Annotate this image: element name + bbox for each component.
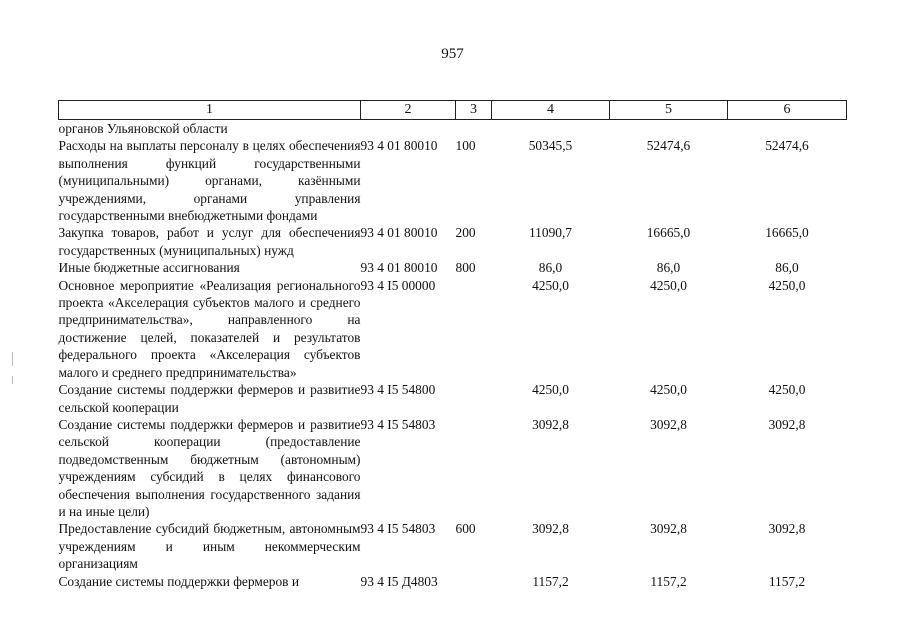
value-col-4: 3092,8 (532, 416, 569, 432)
value-col-5: 86,0 (656, 260, 681, 276)
value-col-6: 4250,0 (768, 382, 806, 398)
budget-table (58, 100, 847, 590)
value-col-4: 11090,7 (528, 225, 573, 241)
item-code: 93 4 I5 54803 (360, 521, 436, 537)
expense-type (456, 381, 492, 416)
item-name: Создание системы поддержки фермеров и (58, 573, 299, 589)
item-code: 93 4 01 80010 (360, 260, 438, 276)
expense-type: 800 (455, 260, 476, 276)
item-code: 93 4 01 80010 (360, 138, 438, 154)
value-col-5: 4250,0 (650, 277, 687, 293)
value-col-5: 16665,0 (646, 225, 691, 241)
value-col-4 (492, 120, 610, 138)
item-name: Предоставление субсидий бюджетным, автономным учреждениям и иным некоммерческим организациям (58, 521, 361, 572)
table-row (59, 224, 847, 259)
item-name: Иные бюджетные ассигнования (58, 260, 240, 276)
page-number: 957 (441, 46, 464, 62)
expense-type (456, 573, 492, 590)
table-row (59, 381, 847, 416)
item-name: Создание системы поддержки фермеров и развитие сельской кооперации (предоставление подведомственным бюджетным (автономным) учреждениям субсидий в целях финансового обеспечения выполнения государственного задания и на иные цели) (58, 416, 361, 519)
scan-edge-mark (12, 376, 13, 384)
value-col-6: 3092,8 (768, 521, 806, 537)
value-col-5: 52474,6 (646, 138, 691, 154)
value-col-5 (610, 120, 728, 138)
expense-type (456, 416, 492, 520)
table-row (59, 573, 847, 590)
header-cell: 1 (59, 101, 361, 120)
scan-edge-mark (12, 352, 13, 366)
header-cell: 3 (456, 101, 492, 120)
value-col-5: 3092,8 (650, 521, 687, 537)
table-row (59, 520, 847, 572)
header-cell: 6 (728, 101, 847, 120)
value-col-6 (728, 120, 847, 138)
value-col-4: 4250,0 (532, 382, 569, 398)
item-name: Основное мероприятие «Реализация регионального проекта «Акселерация субъектов малого и среднего предпринимательства», направленного на достижение целей, показателей и результатов федерального проекта «Акселерация субъектов малого и среднего предпринимательства» (58, 277, 361, 380)
item-code: 93 4 I5 54800 (360, 382, 436, 398)
item-name: Закупка товаров, работ и услуг для обеспечения государственных (муниципальных) нужд (58, 225, 361, 258)
table-row (59, 259, 847, 276)
item-code: 93 4 I5 00000 (360, 277, 436, 293)
item-code: 93 4 I5 Д4803 (360, 573, 438, 589)
expense-type: 200 (455, 225, 476, 241)
value-col-5: 1157,2 (650, 573, 687, 589)
header-cell: 2 (361, 101, 456, 120)
value-col-6: 86,0 (775, 260, 799, 276)
table-row (59, 277, 847, 381)
value-col-6: 1157,2 (768, 573, 806, 589)
value-col-4: 4250,0 (532, 277, 569, 293)
value-col-6: 4250,0 (768, 277, 806, 293)
expense-type: 600 (455, 521, 476, 537)
item-code (361, 120, 456, 138)
value-col-4: 50345,5 (528, 138, 573, 154)
item-name: Расходы на выплаты персоналу в целях обеспечения выполнения функций государственными (муниципальными) органами, казёнными учреждениями, органами управления государственными внебюджетными фондами (58, 138, 361, 224)
item-code: 93 4 01 80010 (360, 225, 438, 241)
table-row (59, 416, 847, 520)
item-name: органов Ульяновской области (58, 121, 228, 136)
value-col-6: 52474,6 (765, 138, 809, 154)
value-col-4: 86,0 (538, 260, 563, 276)
value-col-6: 16665,0 (765, 225, 809, 241)
expense-type (456, 120, 492, 138)
value-col-5: 3092,8 (650, 416, 687, 432)
item-name: Создание системы поддержки фермеров и развитие сельской кооперации (58, 382, 361, 415)
value-col-5: 4250,0 (650, 382, 687, 398)
value-col-6: 3092,8 (768, 416, 806, 432)
item-code: 93 4 I5 54803 (360, 416, 436, 432)
header-row (59, 101, 847, 120)
value-col-4: 1157,2 (532, 573, 569, 589)
header-cell: 5 (610, 101, 728, 120)
table-row (59, 137, 847, 224)
value-col-4: 3092,8 (532, 521, 569, 537)
header-cell: 4 (492, 101, 610, 120)
expense-type (456, 277, 492, 381)
table-row (59, 120, 847, 138)
expense-type: 100 (455, 138, 476, 154)
